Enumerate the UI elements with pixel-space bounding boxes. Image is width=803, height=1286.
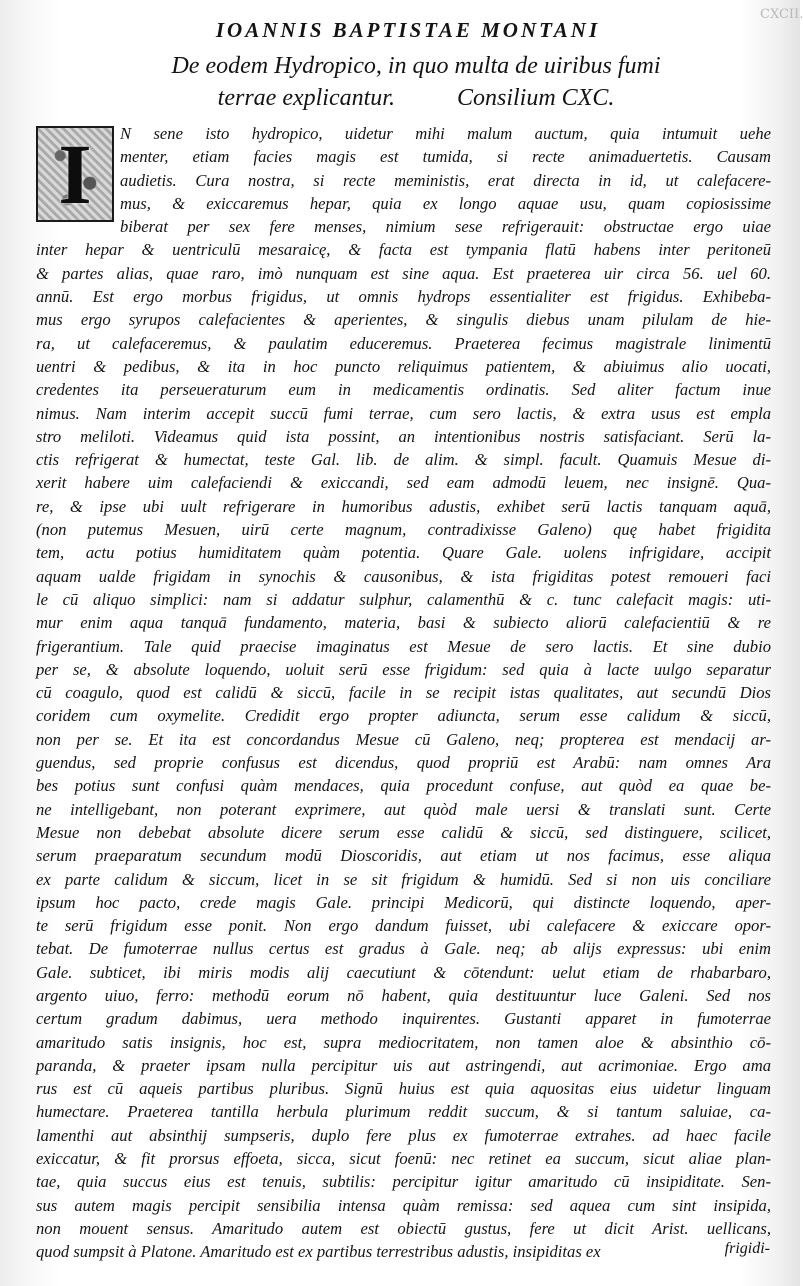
bleed-through-text: CXCII.: [760, 7, 803, 22]
text-line: biberat per sex fere menses, nimium sese refrigerauit: obstructae ergo uiae: [120, 217, 771, 237]
text-line: exiccatur, & fit prorsus effoeta, sicca, sicut foenū: nec retinet ea succum, sicut aliae plan-: [36, 1149, 771, 1169]
text-line: frigerantium. Tale quid praecise imaginatus est Mesue de sero lactis. Et sine dubio: [36, 636, 771, 656]
text-line: tebat. De fumoterrae nullus certus est gradus à Gale. neq; ab alijs expressus: ubi enim: [36, 939, 771, 959]
text-line: mur enim aqua tanquā fundamento, materia, basi & subiecto aliorū calefacientiū & re: [36, 613, 771, 633]
text-line: non mouent sensus. Amaritudo autem est obiectū gustus, fere ut dicit Arist. uellicans,: [36, 1218, 771, 1238]
text-line: amaritudo satis insignis, hoc est, supra mediocritatem, non tamen aloe & absinthio cō-: [36, 1032, 771, 1052]
text-line: bes potius sunt confusi quàm mendaces, quia procedunt confuse, aut quòd ea quae be-: [36, 776, 771, 796]
text-line: (non putemus Mesuen, uirū certe magnum, contradixisse Galeno) quę habet frigidita: [36, 520, 771, 540]
initial-letter: I: [58, 126, 92, 222]
text-line: re, & ipse ubi uult refrigerare in humoribus adustis, exhibet serū lactis tanquam aquā,: [36, 496, 771, 516]
text-line: rus est cū aqueis partibus pluribus. Signū huius est quia aquositas eius uidetur linguam: [36, 1079, 771, 1099]
title-line-2-text: terrae explicantur.: [217, 85, 395, 111]
text-line: lamenthi aut absinthij sumpseris, duplo fere plus ex fumoterrae extrahes. ad haec facile: [36, 1125, 771, 1145]
text-line: te serū frigidum esse ponit. Non ergo dandum fuisset, ubi calefacere & exiccare opor-: [36, 916, 771, 936]
text-line: ne intelligebant, non poterant exprimere, aut quòd male uersi & translati sunt. Certe: [36, 799, 771, 819]
text-line: inter hepar & uentriculū mesaraicę, & facta est tympania flatū habens inter peritoneū: [36, 240, 771, 260]
text-line: audietis. Cura nostra, si recte meministis, erat directa in id, ut calefacere-: [120, 170, 771, 190]
text-line: mus, & exiccaremus hepar, quia ex longo aquae usu, quam copiosissime: [120, 193, 771, 213]
text-line: stro meliloti. Videamus quid ista possint, an intentionibus nostris satisfaciant. Serū la-: [36, 426, 771, 446]
text-line: argento uiuo, ferro: methodū eorum nō habent, quia destituuntur luce Galeni. Sed nos: [36, 985, 771, 1005]
text-line: guendus, sed proprie confusus est dicendus, quod propriū est Arabū: nam omnes Ara: [36, 753, 771, 773]
text-line: ex parte calidum & siccum, licet in se sit frigidum & humidū. Sed si non uis conciliare: [36, 869, 771, 889]
text-line: ipsum hoc pacto, crede magis Gale. principi Medicorū, qui distincte loquendo, aper-: [36, 892, 771, 912]
text-line: mus ergo syrupos calefacientes & aperientes, & singulis diebus unam pilulam de hie-: [36, 310, 771, 330]
text-line: per se, & absolute loquendo, uoluit serū esse frigidum: sed quia à lacte uulgo separatur: [36, 659, 771, 679]
text-line: menter, etiam facies magis est tumida, si recte animaduertetis. Causam: [120, 147, 771, 167]
text-line: sus autem magis percipit sensibilia intensa quàm remissa: sed aquea cum sint insipida,: [36, 1195, 771, 1215]
text-line: quod sumpsit à Platone. Amaritudo est ex partibus terrestribus adustis, insipiditas ex: [36, 1242, 601, 1262]
text-line: N sene isto hydropico, uidetur mihi malum auctum, quia intumuit uehe: [120, 124, 771, 143]
text-line: ra, ut calefaceremus, & paulatim educeremus. Praeterea fecimus magistrale linimentū: [36, 333, 771, 353]
text-line: tae, quia succus eius est tenuis, subtilis: percipitur igitur amaritudo cū insipiditate. Sen-: [36, 1172, 771, 1192]
text-line: serum praeparatum secundum modū Dioscoridis, aut etiam ut nos facimus, esse aliqua: [36, 846, 771, 866]
text-line: cū coagulo, quod est calidū & siccū, facile in se recipit istas qualitates, aut secundū Dios: [36, 683, 771, 703]
text-line: non per se. Et ita est concordandus Mesue cū Galeno, neq; propterea est mendacij ar-: [36, 729, 771, 749]
text-line: credentes ita perseueraturum eum in medicamentis ordinatis. Sed aliter factum inue: [36, 380, 771, 400]
text-line: Gale. subticet, ibi miris modis alij caecutiunt & cōtendunt: uelut etiam de rhabarbaro,: [36, 962, 771, 982]
text-line: humectare. Praeterea tantilla herbula plurimum reddit succum, & si tantum saluiae, ca-: [36, 1102, 771, 1122]
consilium-number: Consilium CXC.: [456, 85, 615, 111]
text-line: annū. Est ergo morbus frigidus, ut omnis hydrops essentialiter est frigidus. Exhibeba-: [36, 287, 771, 307]
catchword: frigidi-: [724, 1240, 770, 1257]
text-line: ctis refrigerat & humectat, teste Gal. lib. de alim. & simpl. facult. Quamuis Mesue di-: [36, 450, 771, 470]
title-line-2: [126, 82, 706, 114]
text-line: tem, actu potius humiditatem quàm potentia. Quare Gale. uolens infrigidare, accipit: [36, 543, 771, 563]
text-line: aquam ualde frigidam in synochis & causonibus, & ista frigiditas potest remoueri faci: [36, 566, 771, 586]
text-line: coridem cum oxymelite. Credidit ergo propter adiuncta, serum esse calidum & siccū,: [36, 706, 771, 726]
text-line: nimus. Nam interim accepit succū fumi terrae, cum sero lactis, & extra usus est empla: [36, 403, 771, 423]
running-head: IOANNIS BAPTISTAE MONTANI: [215, 18, 601, 42]
consilium-title: [126, 50, 706, 114]
text-line: uentri & pedibus, & ita in hoc puncto reliquimus patientem, & abiuimus alio uocati,: [36, 356, 771, 376]
body-text: [36, 122, 771, 1264]
text-line: Mesue non debebat absolute dicere serum esse calidū & siccū, sed distinguere, scilicet,: [36, 822, 771, 842]
text-line: certum gradum dabimus, uera methodo inquirentes. Gustanti apparet in fumoterrae: [36, 1009, 771, 1029]
title-line-1: De eodem Hydropico, in quo multa de uiribus fumi: [171, 53, 661, 79]
text-line: le cū aliquo simplici: nam si addatur sulphur, calamenthū & c. tunc calefacit magis: uti-: [36, 589, 771, 609]
text-line: paranda, & praeter ipsam nulla percipitur uis aut astringendi, aut acrimoniae. Ergo ama: [36, 1055, 771, 1075]
text-line: & partes alias, quae raro, imò nunquam est sine aqua. Est praeterea uir circa 56. uel 60.: [36, 263, 771, 283]
text-line: xerit habere uim calefaciendi & exiccandi, sed eam admodū leuem, nec insignē. Qua-: [36, 473, 771, 493]
